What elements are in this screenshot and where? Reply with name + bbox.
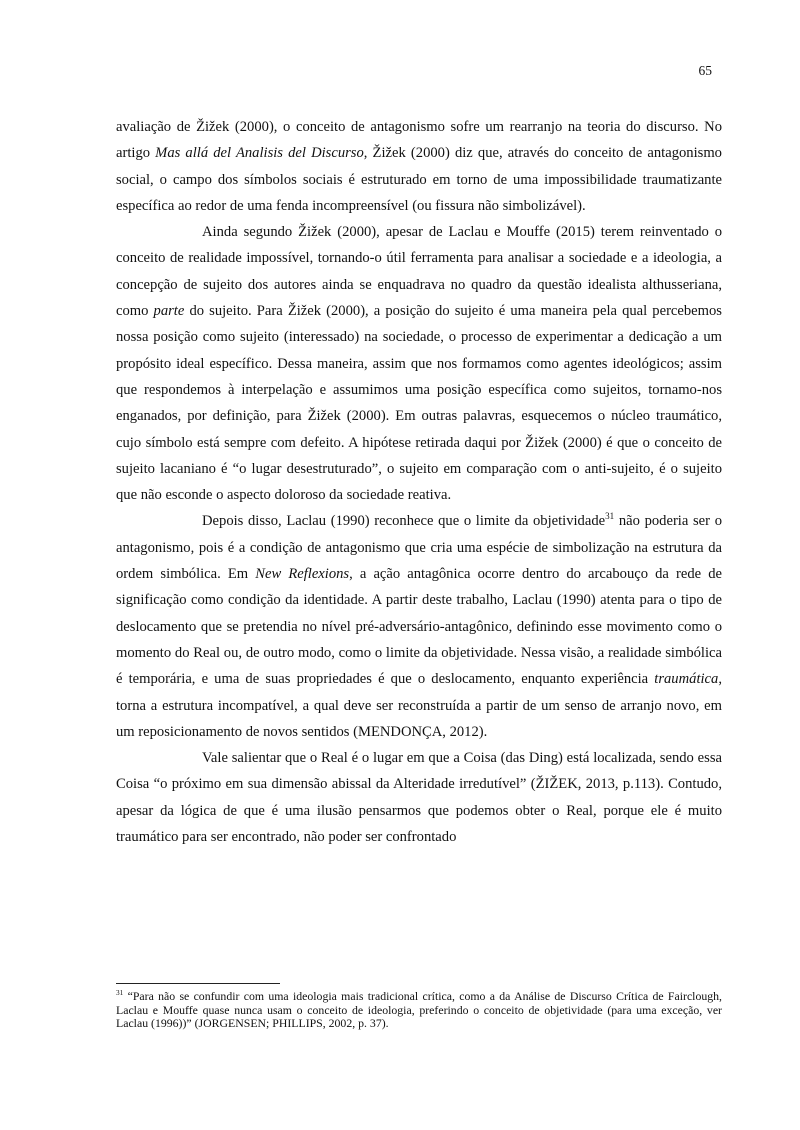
emphasis: parte bbox=[153, 303, 185, 320]
paragraph-text: Ainda segundo Žižek (2000), apesar de Laclau e Mouffe (2015) terem reinventado o conceito de realidade impossível, tornando-o útil ferramenta para analisar a sociedade e a ideologia, a concepção de sujeito dos autores ainda se enquadrava no quadro da questão idealista althusseriana, como bbox=[116, 224, 722, 320]
paragraph-text: , torna a estrutura incompatível, a qual deve ser reconstruída a partir de um senso de arranjo novo, em um reposicionamento de novos sentidos (MENDONÇA, 2012). bbox=[116, 671, 722, 740]
paragraph-2 bbox=[116, 219, 722, 508]
page-number: 65 bbox=[698, 63, 712, 78]
emphasis: traumática bbox=[654, 671, 719, 688]
footnote bbox=[116, 990, 722, 1031]
body-text bbox=[116, 114, 722, 850]
paragraph-text: , Žižek (2000) diz que, através do conceito de antagonismo social, o campo dos símbolos sociais é estruturado em torno de uma impossibilidade traumatizante específica ao redor de uma fenda incompreensível (ou fissura não simbolizável). bbox=[116, 145, 722, 214]
paragraph-text: , a ação antagônica ocorre dentro do arcabouço da rede de significação como condição da identidade. A partir deste trabalho, Laclau (1990) atenta para o tipo de deslocamento que se pretendia no nível pré-adversário-antagônico, definindo esse movimento como o momento do Real ou, de outro modo, como o limite da objetividade. Nessa visão, a realidade simbólica é temporária, e uma de suas propriedades é que o deslocamento, enquanto experiência bbox=[116, 566, 722, 688]
footnote-marker: 31 bbox=[116, 988, 124, 998]
footnote-ref[interactable]: 31 bbox=[605, 511, 615, 522]
paragraph-4 bbox=[116, 745, 722, 850]
work-title: Mas allá del Analisis del Discurso bbox=[155, 145, 364, 162]
footnote-text: “Para não se confundir com uma ideologia mais tradicional crítica, como a da Análise de Discurso Crítica de Fairclough, Laclau e Mouffe quase nunca usam o conceito de ideologia, preferindo o conceito de objetividade (para uma exceção, ver Laclau (1996))” (JORGENSEN; PHILLIPS, 2002, p. 37). bbox=[116, 989, 722, 1031]
paragraph-1 bbox=[116, 114, 722, 219]
paragraph-text: não poderia ser o antagonismo, pois é a condição de antagonismo que cria uma espécie de simbolização na estrutura da ordem simbólica. Em bbox=[116, 513, 722, 583]
paragraph-text: Depois disso, Laclau (1990) reconhece que o limite da objetividade bbox=[202, 513, 606, 530]
paragraph-text: do sujeito. Para Žižek (2000), a posição do sujeito é uma maneira pela qual percebemos nossa posição como sujeito (interessado) na sociedade, o processo de experimentar a dedicação a um propósito ideal específico. Dessa maneira, assim que nos formamos como agentes ideológicos; assim que respondemos à interpelação e assumimos uma posição específica como sujeitos, tornamo-nos enganados, por definição, para Žižek (2000). Em outras palavras, esquecemos o núcleo traumático, cujo símbolo está sempre com defeito. A hipótese retirada daqui por Žižek (2000) é que o conceito de sujeito lacaniano é “o lugar desestruturado”, o sujeito em comparação com o anti-sujeito, é o sujeito que não esconde o aspecto doloroso da sociedade reativa. bbox=[116, 303, 722, 504]
paragraph-3 bbox=[116, 508, 722, 745]
paragraph-text: Vale salientar que o Real é o lugar em que a Coisa (das Ding) está localizada, sendo essa Coisa “o próximo em sua dimensão abissal da Alteridade irredutível” (ŽIŽEK, 2013, p.113). Contudo, apesar da lógica de que é uma ilusão pensarmos que podemos obter o Real, porque ele é muito traumático para ser encontrado, não poder ser confrontado bbox=[116, 750, 722, 846]
work-title: New Reflexions bbox=[255, 566, 350, 583]
paragraph-text: avaliação de Žižek (2000), o conceito de antagonismo sofre um rearranjo na teoria do discurso. No artigo bbox=[116, 119, 722, 162]
footnote-separator bbox=[116, 983, 280, 984]
